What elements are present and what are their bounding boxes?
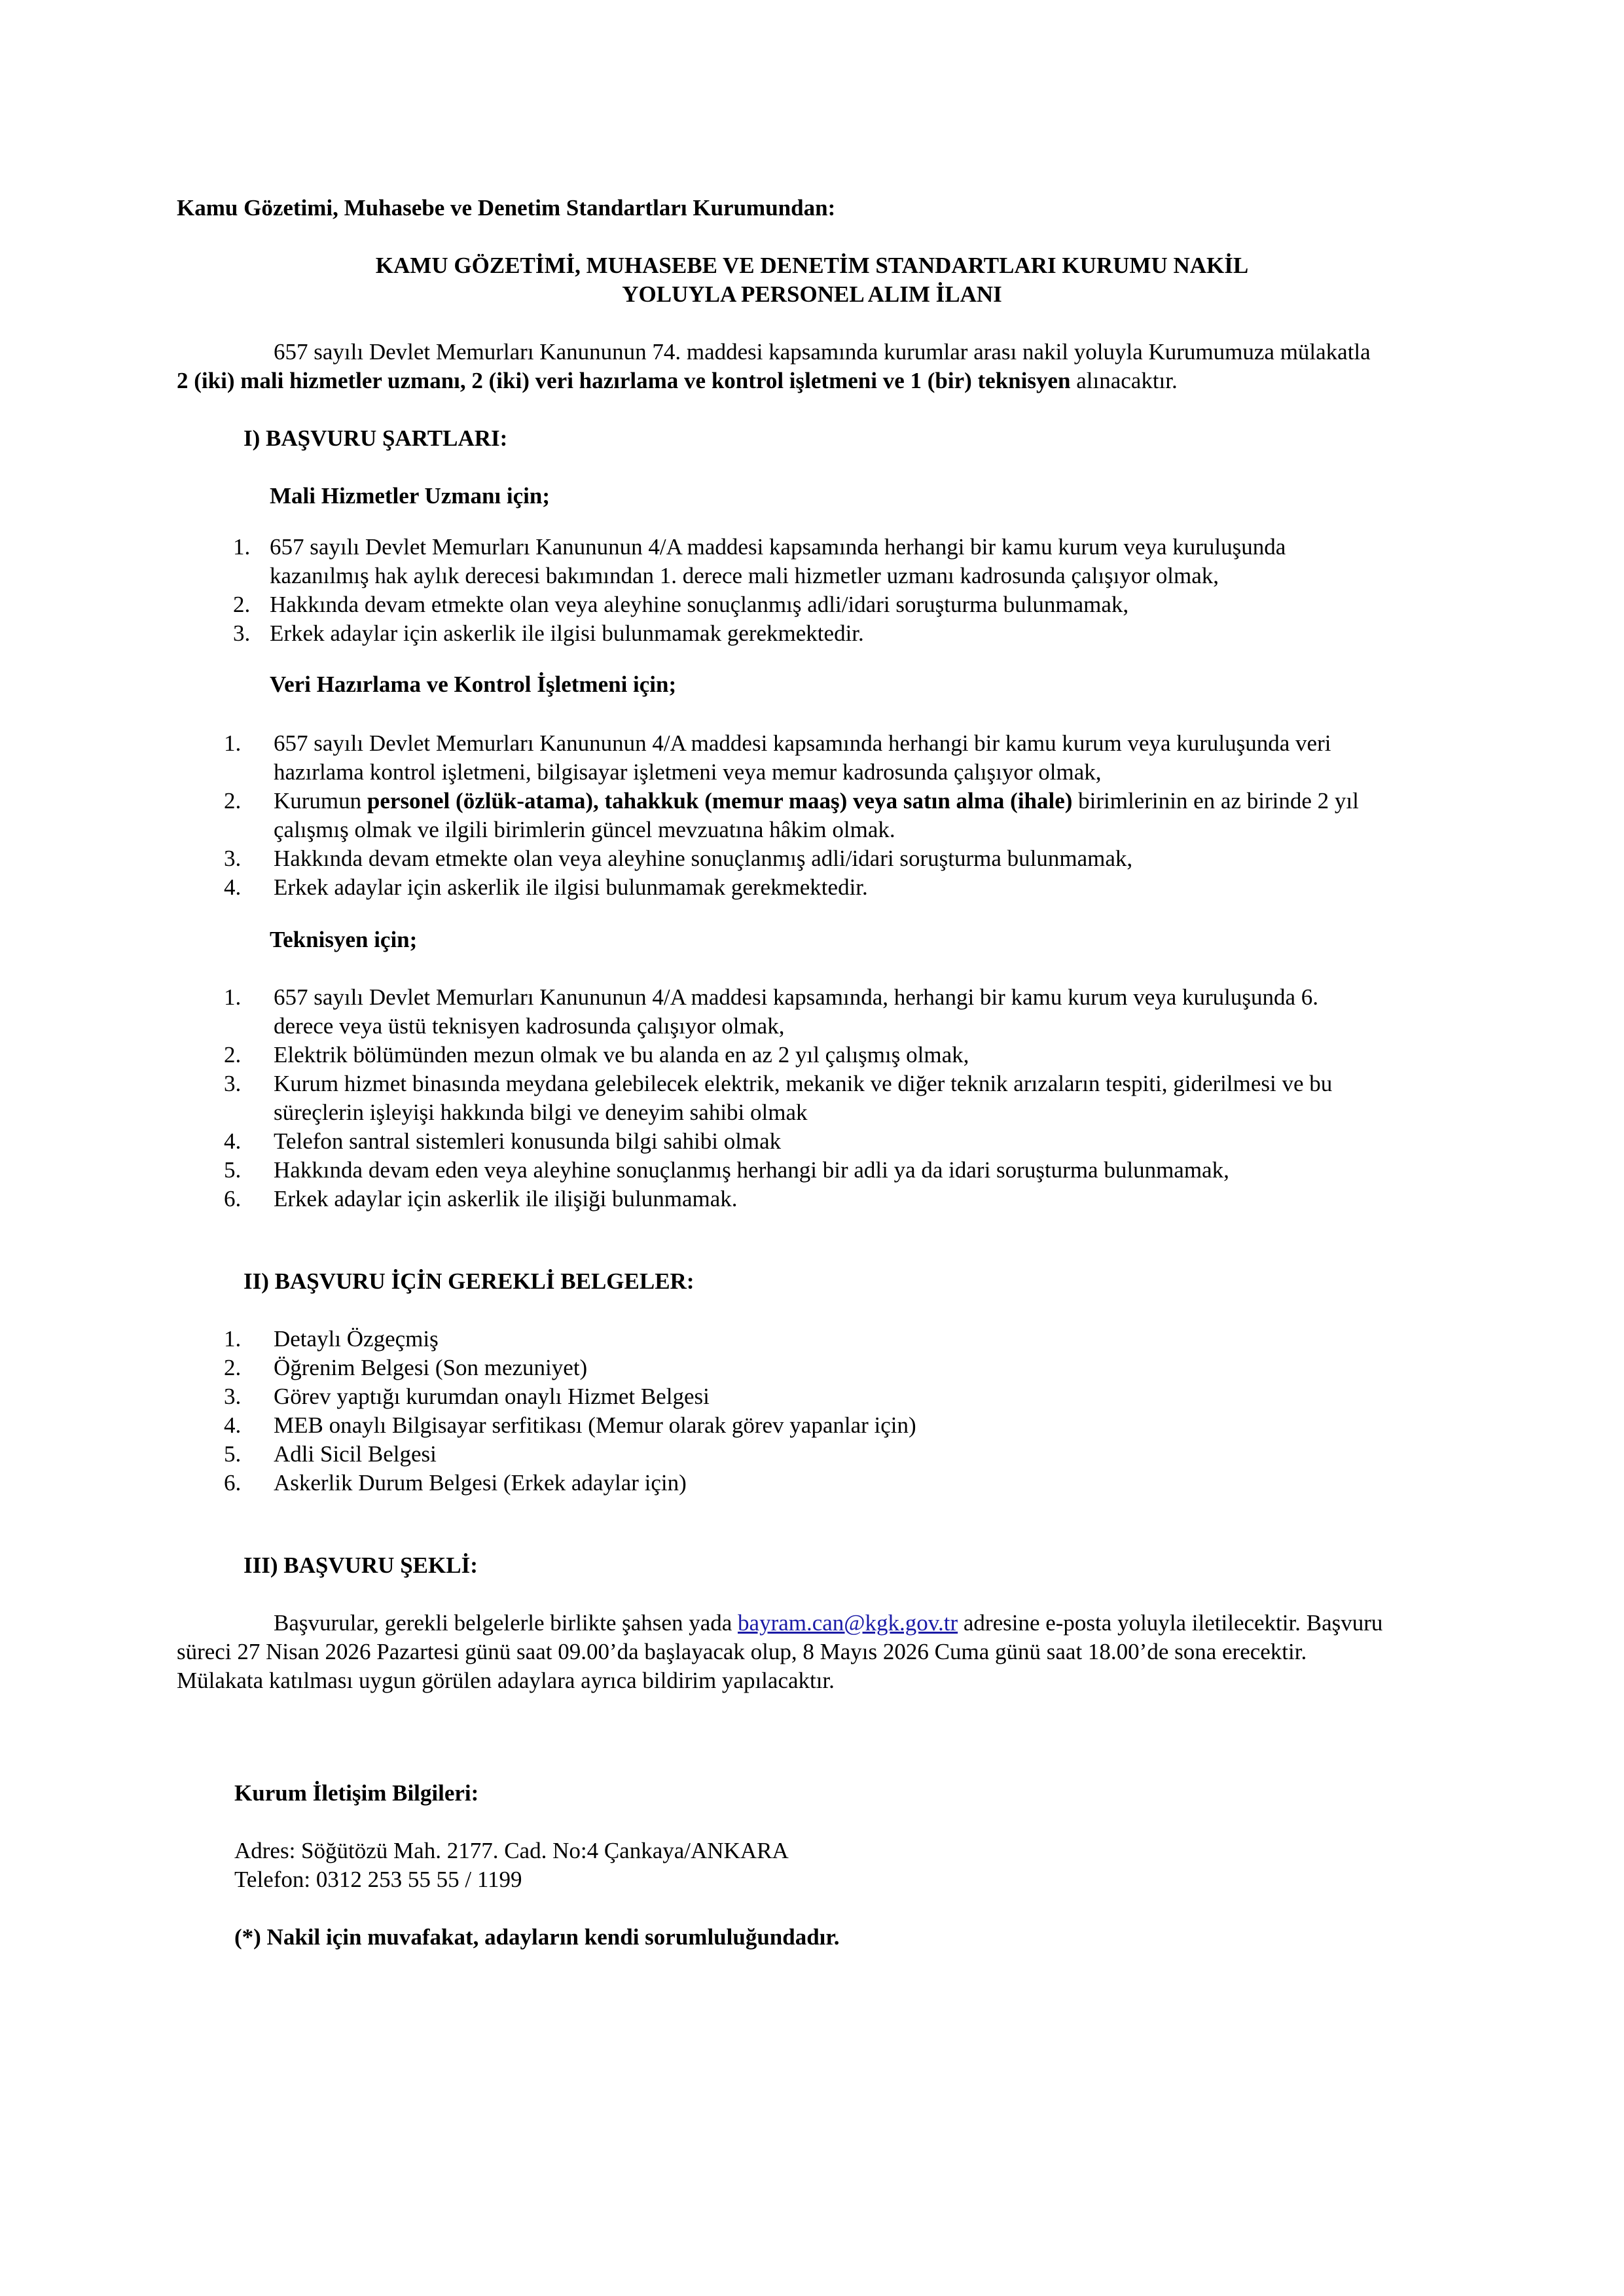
intro-line-2 — [177, 367, 1178, 395]
mali-list — [233, 533, 1286, 648]
contact-phone: Telefon: 0312 253 55 55 / 1199 — [234, 1867, 522, 1892]
teknisyen-heading: Teknisyen için; — [270, 927, 418, 952]
application-line-2: süreci 27 Nisan 2026 Pazartesi günü saat 09.00’da başlayacak olup, 8 Mayıs 2026 Cuma günü saat 18.00’de sona erecektir. — [177, 1639, 1307, 1664]
list-item: 3. Görev yaptığı kurumdan onaylı Hizmet Belgesi — [224, 1384, 710, 1409]
title-line-1: KAMU GÖZETİMİ, MUHASEBE VE DENETİM STANDARTLARI KURUMU NAKİL — [375, 253, 1249, 278]
list-item: 6. Askerlik Durum Belgesi (Erkek adaylar için) — [224, 1470, 687, 1496]
list-item: 1. 657 sayılı Devlet Memurları Kanununun 4/A maddesi kapsamında herhangi bir kamu kurum veya kuruluşunda veri hazırlama kontrol işletmeni, bilgisayar işletmeni veya memur kadrosunda çalışıyor olmak, — [224, 730, 1331, 785]
veri-list — [224, 729, 1359, 902]
intro-rest: alınacaktır. — [1070, 368, 1178, 393]
application-line-1: Başvurular, gerekli belgelerle birlikte şahsen yada bayram.can@kgk.gov.tr adresine e-posta yoluyla iletilecektir. Başvuru — [274, 1610, 1383, 1636]
veri-heading: Veri Hazırlama ve Kontrol İşletmeni için; — [270, 672, 677, 697]
list-item: 3. Erkek adaylar için askerlik ile ilgisi bulunmamak gerekmektedir. — [233, 620, 864, 646]
list-item: 5. Adli Sicil Belgesi — [224, 1441, 437, 1467]
list-item: 6. Erkek adaylar için askerlik ile ilişiği bulunmamak. — [224, 1186, 738, 1211]
list-item: 2. Hakkında devam etmekte olan veya aleyhine sonuçlanmış adli/idari soruşturma bulunmamak, — [233, 592, 1129, 617]
contact-address: Adres: Söğütözü Mah. 2177. Cad. No:4 Çankaya/ANKARA — [234, 1838, 789, 1863]
list-item: 4. Erkek adaylar için askerlik ile ilgisi bulunmamak gerekmektedir. — [224, 874, 868, 900]
application-line-3: Mülakata katılması uygun görülen adaylara ayrıca bildirim yapılacaktır. — [177, 1668, 835, 1693]
email-link[interactable]: bayram.can@kgk.gov.tr — [738, 1610, 958, 1636]
teknisyen-list — [224, 983, 1333, 1213]
intro-bold-positions: 2 (iki) mali hizmetler uzmanı, 2 (iki) veri hazırlama ve kontrol işletmeni ve 1 (bir) teknisyen — [177, 368, 1071, 393]
list-item: 2. Kurumun personel (özlük-atama), tahakkuk (memur maaş) veya satın alma (ihale) birimlerinin en az birinde 2 yıl çalışmış olmak ve ilgili birimlerin güncel mevzuatına hâkim olmak. — [224, 788, 1359, 842]
contact-heading: Kurum İletişim Bilgileri: — [234, 1780, 479, 1806]
list-item: 5. Hakkında devam eden veya aleyhine sonuçlanmış herhangi bir adli ya da idari soruşturma bulunmamak, — [224, 1157, 1229, 1183]
intro-line-1: 657 sayılı Devlet Memurları Kanununun 74. maddesi kapsamında kurumlar arası nakil yoluyla Kurumumuza mülakatla — [274, 339, 1371, 365]
issuer-line: Kamu Gözetimi, Muhasebe ve Denetim Standartları Kurumundan: — [177, 195, 836, 221]
list-item: 1. Detaylı Özgeçmiş — [224, 1326, 439, 1352]
list-item: 1. 657 sayılı Devlet Memurları Kanununun 4/A maddesi kapsamında, herhangi bir kamu kurum veya kuruluşunda 6. derece veya üstü teknisyen kadrosunda çalışıyor olmak, — [224, 984, 1319, 1039]
documents-list — [224, 1325, 916, 1498]
section1-heading: I) BAŞVURU ŞARTLARI: — [244, 425, 508, 451]
list-item: 2. Elektrik bölümünden mezun olmak ve bu alanda en az 2 yıl çalışmış olmak, — [224, 1042, 969, 1067]
list-item: 4. Telefon santral sistemleri konusunda bilgi sahibi olmak — [224, 1128, 782, 1154]
title-line-2: YOLUYLA PERSONEL ALIM İLANI — [622, 281, 1002, 307]
mali-heading: Mali Hizmetler Uzmanı için; — [270, 483, 550, 509]
list-item: 3. Kurum hizmet binasında meydana gelebilecek elektrik, mekanik ve diğer teknik arızaların tespiti, giderilmesi ve bu süreçlerin işleyişi hakkında bilgi ve deneyim sahibi olmak — [224, 1071, 1333, 1125]
list-item: 2. Öğrenim Belgesi (Son mezuniyet) — [224, 1355, 588, 1380]
section2-heading: II) BAŞVURU İÇİN GEREKLİ BELGELER: — [244, 1268, 695, 1294]
list-item: 4. MEB onaylı Bilgisayar serfitikası (Memur olarak görev yapanlar için) — [224, 1412, 916, 1438]
list-item: 3. Hakkında devam etmekte olan veya aleyhine sonuçlanmış adli/idari soruşturma bulunmamak, — [224, 846, 1133, 871]
consent-note: (*) Nakil için muvafakat, adayların kendi sorumluluğundadır. — [234, 1924, 840, 1950]
section3-heading: III) BAŞVURU ŞEKLİ: — [244, 1552, 478, 1578]
list-item: 1. 657 sayılı Devlet Memurları Kanununun 4/A maddesi kapsamında herhangi bir kamu kurum veya kuruluşunda kazanılmış hak aylık derecesi bakımından 1. derece mali hizmetler uzmanı kadrosunda çalışıyor olmak, — [233, 534, 1286, 588]
